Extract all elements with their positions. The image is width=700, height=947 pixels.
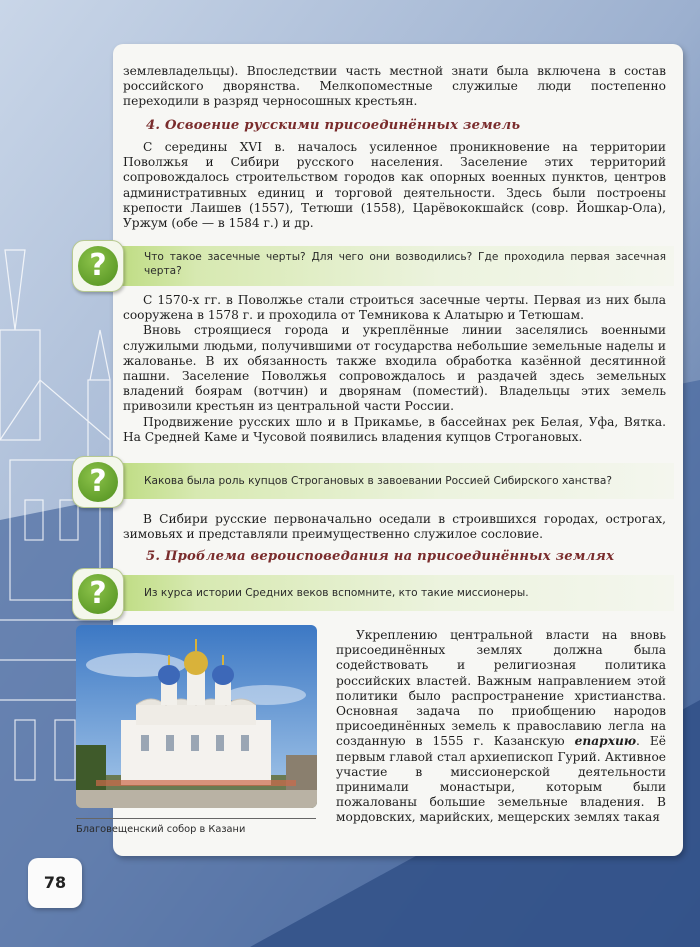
section-4-paragraph-5: В Сибири русские первоначально оседали в строившихся городах, острогах, зимовьях и представляли преимущественно служилое сословие. bbox=[123, 512, 666, 542]
section-5-heading: 5. Проблема вероисповедания на присоединённых землях bbox=[146, 549, 615, 564]
section-4-paragraph-1: С середины XVI в. началось усиленное проникновение на территории Поволжья и Сибири русского населения. Заселение этих территорий сопровождалось строительством городов как опорных военных пунктов, центров административных единиц и торговой деятельности. Здесь были построены крепости Лаишев (1557), Тетюши (1558), Царёвококшайск (совр. Йошкар-Ола), Уржум (обе — в 1584 г.) и др. bbox=[123, 140, 666, 231]
term-eparchy: епархию bbox=[574, 734, 637, 749]
question-1-text: Что такое засечные черты? Для чего они возводились? Где проходила первая засечная черта? bbox=[144, 251, 666, 277]
cathedral-photo bbox=[76, 625, 317, 808]
intro-paragraph: землевладельцы). Впоследствии часть местной знати была включена в состав российского дворянства. Мелкопоместные служилые люди постепенно переходили в разряд черносошных крестьян. bbox=[123, 64, 666, 109]
caption-divider bbox=[76, 818, 316, 819]
question-3-text: Из курса истории Средних веков вспомните, кто такие миссионеры. bbox=[144, 587, 529, 599]
question-2-text: Какова была роль купцов Строгановых в завоевании Россией Сибирского ханства? bbox=[144, 475, 613, 487]
question-mark-icon: ? bbox=[78, 246, 118, 286]
question-icon-3 bbox=[72, 568, 124, 620]
question-mark-icon: ? bbox=[78, 574, 118, 614]
page-number: 78 bbox=[28, 858, 82, 908]
section-4-heading: 4. Освоение русскими присоединённых земель bbox=[146, 118, 521, 133]
question-icon-1 bbox=[72, 240, 124, 292]
question-icon-2 bbox=[72, 456, 124, 508]
photo-caption: Благовещенский собор в Казани bbox=[76, 824, 246, 835]
section-4-paragraph-2: С 1570-х гг. в Поволжье стали строиться засечные черты. Первая из них была сооружена в 1578 г. и проходила от Темникова к Алатырю и Тетюшам. Вновь строящиеся города и укреплённые линии заселялись военными служилыми людьми, получившими от государства небольшие земельные наделы и жалованье. В их обязанность также входила обработка казённой десятинной пашни. Заселение Поволжья сопровождалось и раздачей здесь земельных владений боярам (вотчин) и дворянам (поместий). Владельцы этих земель привозили крестьян из центральной части России. Продвижение русских шло и в Прикамье, в бассейнах рек Белая, Уфа, Вятка. На Средней Каме и Чусовой появились владения купцов Строгановых. bbox=[123, 293, 666, 444]
question-mark-icon: ? bbox=[78, 462, 118, 502]
section-5-paragraph-1: Укреплению центральной власти на вновь присоединённых землях должна была содействовать и религиозная политика российских властей. Важным направлением этой политики было распространение христианства. Основная задача по приобщению народов присоединённых земель к православию легла на созданную в 1555 г. Казанскую епархию. Её первым главой стал архиепископ Гурий. Активное участие в миссионерской деятельности принимали монастыри, которым были пожалованы большие земельные владения. В мордовских, марийских, мещерских землях такая bbox=[336, 628, 667, 825]
